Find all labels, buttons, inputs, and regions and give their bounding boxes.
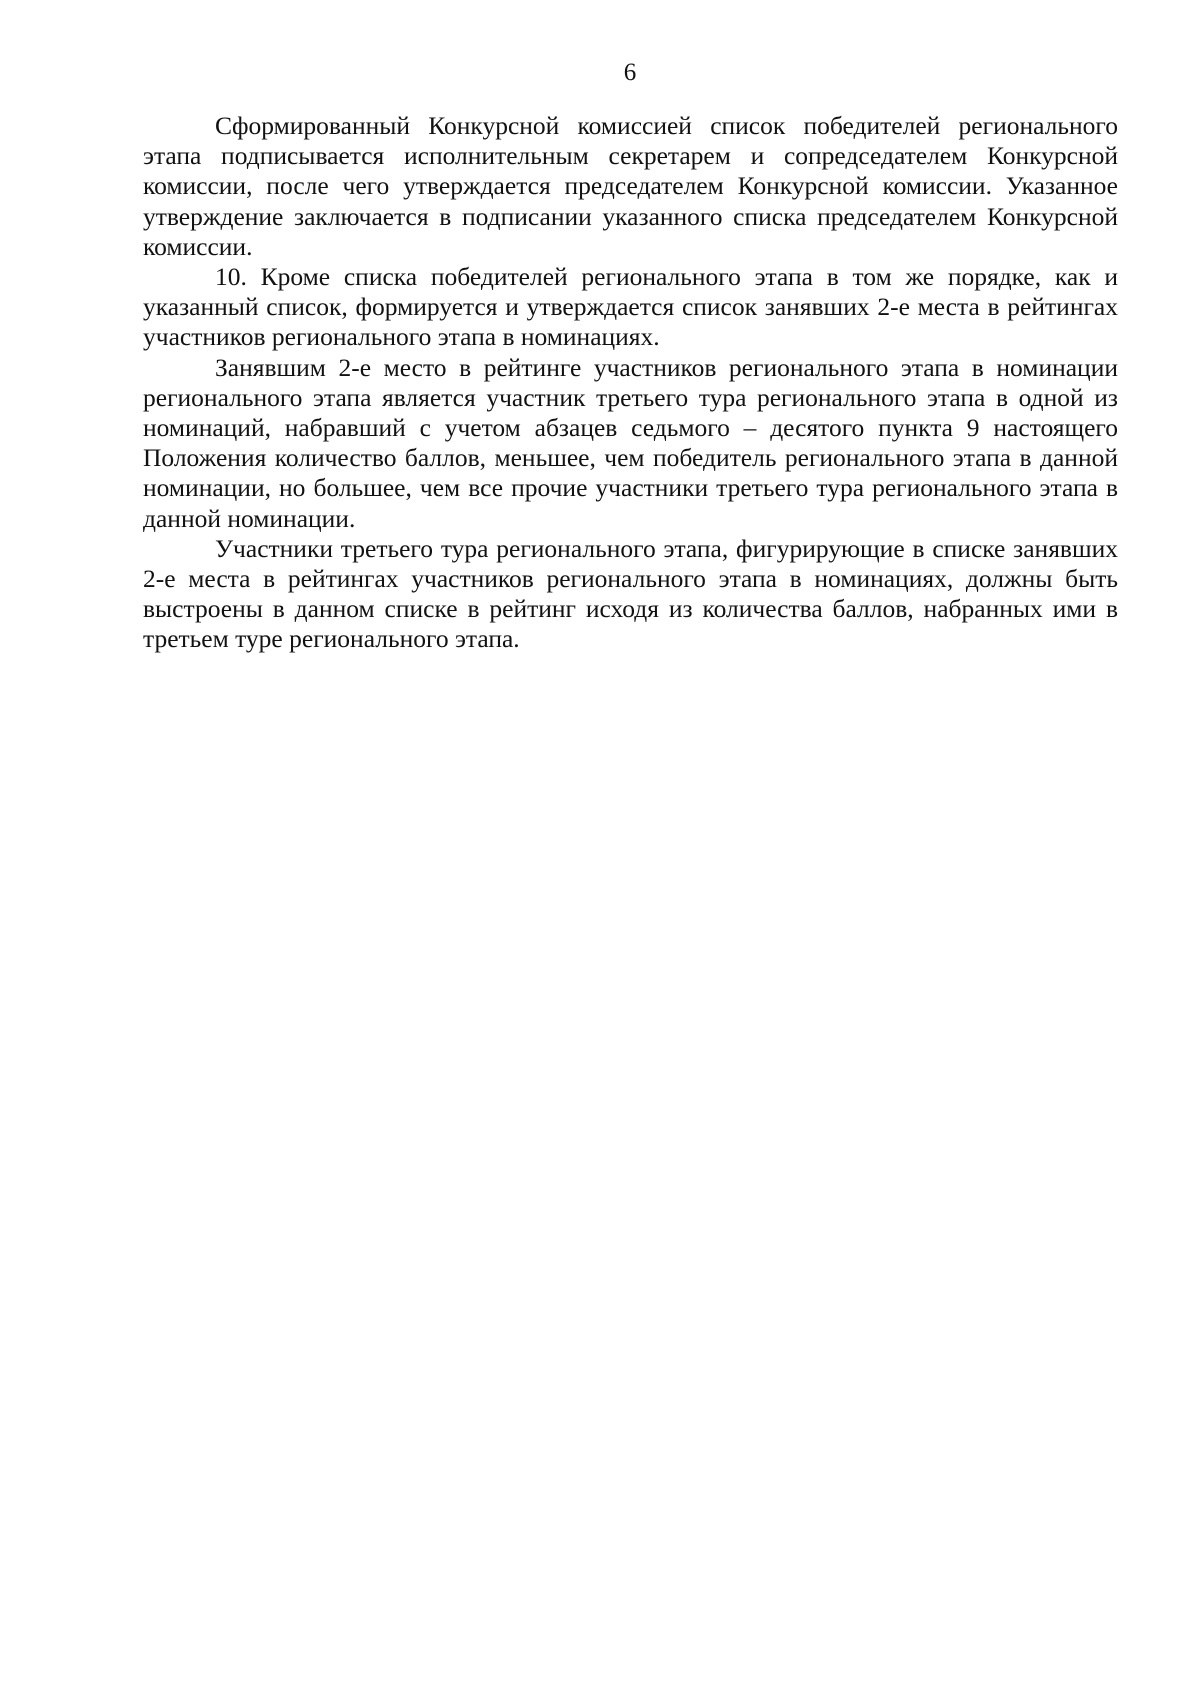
document-body <box>143 111 1118 655</box>
page-number: 6 <box>623 59 637 86</box>
paragraph-winners-list-approval: Сформированный Конкурсной комиссией список победителей регионального этапа подписывается исполнительным секретарем и сопредседателем Конкурсной комиссии, после чего утверждается председателем Конкурсной комиссии. Указанное утверждение заключается в подписании указанного списка председателем Конкурсной комиссии. <box>143 111 1118 261</box>
paragraph-second-place-definition: Занявшим 2-е место в рейтинге участников регионального этапа в номинации регионального этапа является участник третьего тура регионального этапа в одной из номинаций, набравший с учетом абзацев седьмого – десятого пункта 9 настоящего Положения количество баллов, меньшее, чем победитель регионального этапа в данной номинации, но большее, чем все прочие участники третьего тура регионального этапа в данной номинации. <box>143 352 1118 533</box>
paragraph-second-place-ranking: Участники третьего тура регионального этапа, фигурирующие в списке занявших 2-е места в рейтингах участников регионального этапа в номинациях, должны быть выстроены в данном списке в рейтинг исходя из количества баллов, набранных ими в третьем туре регионального этапа. <box>143 533 1118 654</box>
paragraph-item-10: 10. Кроме списка победителей регионального этапа в том же порядке, как и указанный список, формируется и утверждается список занявших 2-е места в рейтингах участников регионального этапа в номинациях. <box>143 262 1118 352</box>
